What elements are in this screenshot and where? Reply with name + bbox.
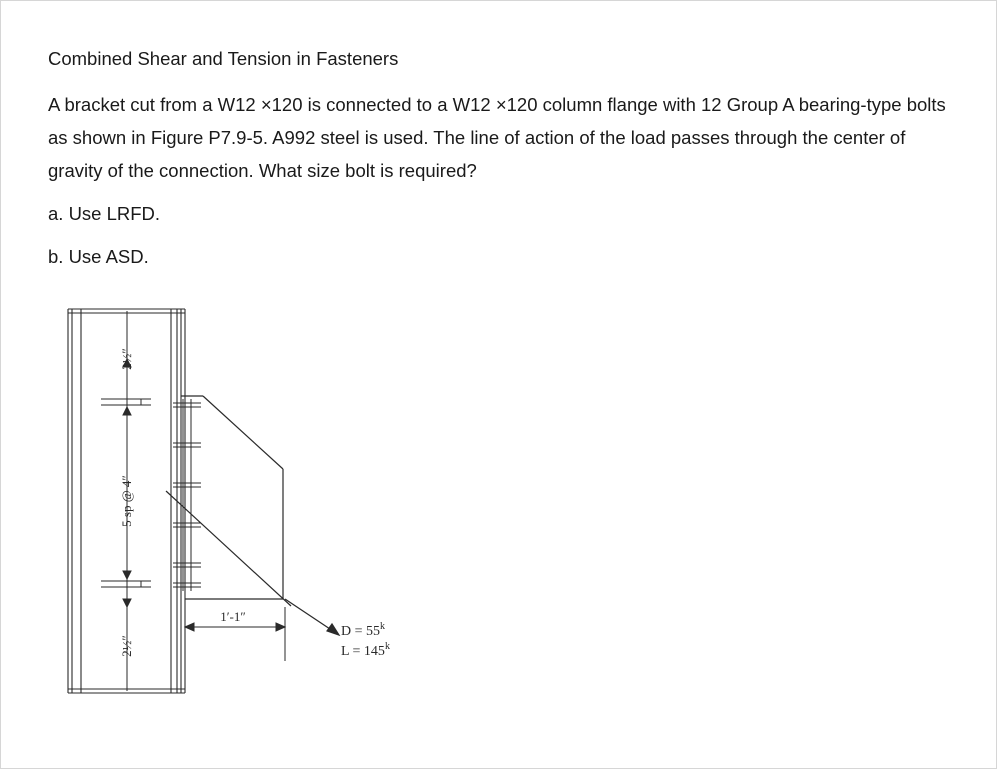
part-b-text: b. Use ASD. xyxy=(48,246,149,267)
figure-p7-9-5 xyxy=(61,301,421,701)
load-labels xyxy=(341,621,390,659)
svg-text:L = 145k xyxy=(341,641,390,659)
dim-spacing: 5 sp @ 4″ xyxy=(119,475,134,527)
load-live-unit: k xyxy=(384,641,390,652)
load-live: L = 145 xyxy=(341,644,385,659)
load-arrow xyxy=(285,599,339,635)
dim-horizontal: 1′-1″ xyxy=(220,609,246,624)
load-dead: D = 55 xyxy=(341,624,381,639)
problem-title: Combined Shear and Tension in Fasteners xyxy=(48,48,399,69)
svg-text:D = 55k xyxy=(341,621,385,639)
problem-statement: A bracket cut from a W12 ×120 is connected to a W12 ×120 column flange with 12 Group A bearing-type bolts as shown in Figure P7.9-5. A992 steel is used. The line of action of the load passes through the center of gravity of the connection. What size bolt is required? xyxy=(48,94,946,181)
load-dead-unit: k xyxy=(380,621,386,632)
dim-bottom-edge: 2½″ xyxy=(119,635,134,657)
part-a-text: a. Use LRFD. xyxy=(48,203,161,224)
dim-top-edge: 2½″ xyxy=(119,348,134,370)
